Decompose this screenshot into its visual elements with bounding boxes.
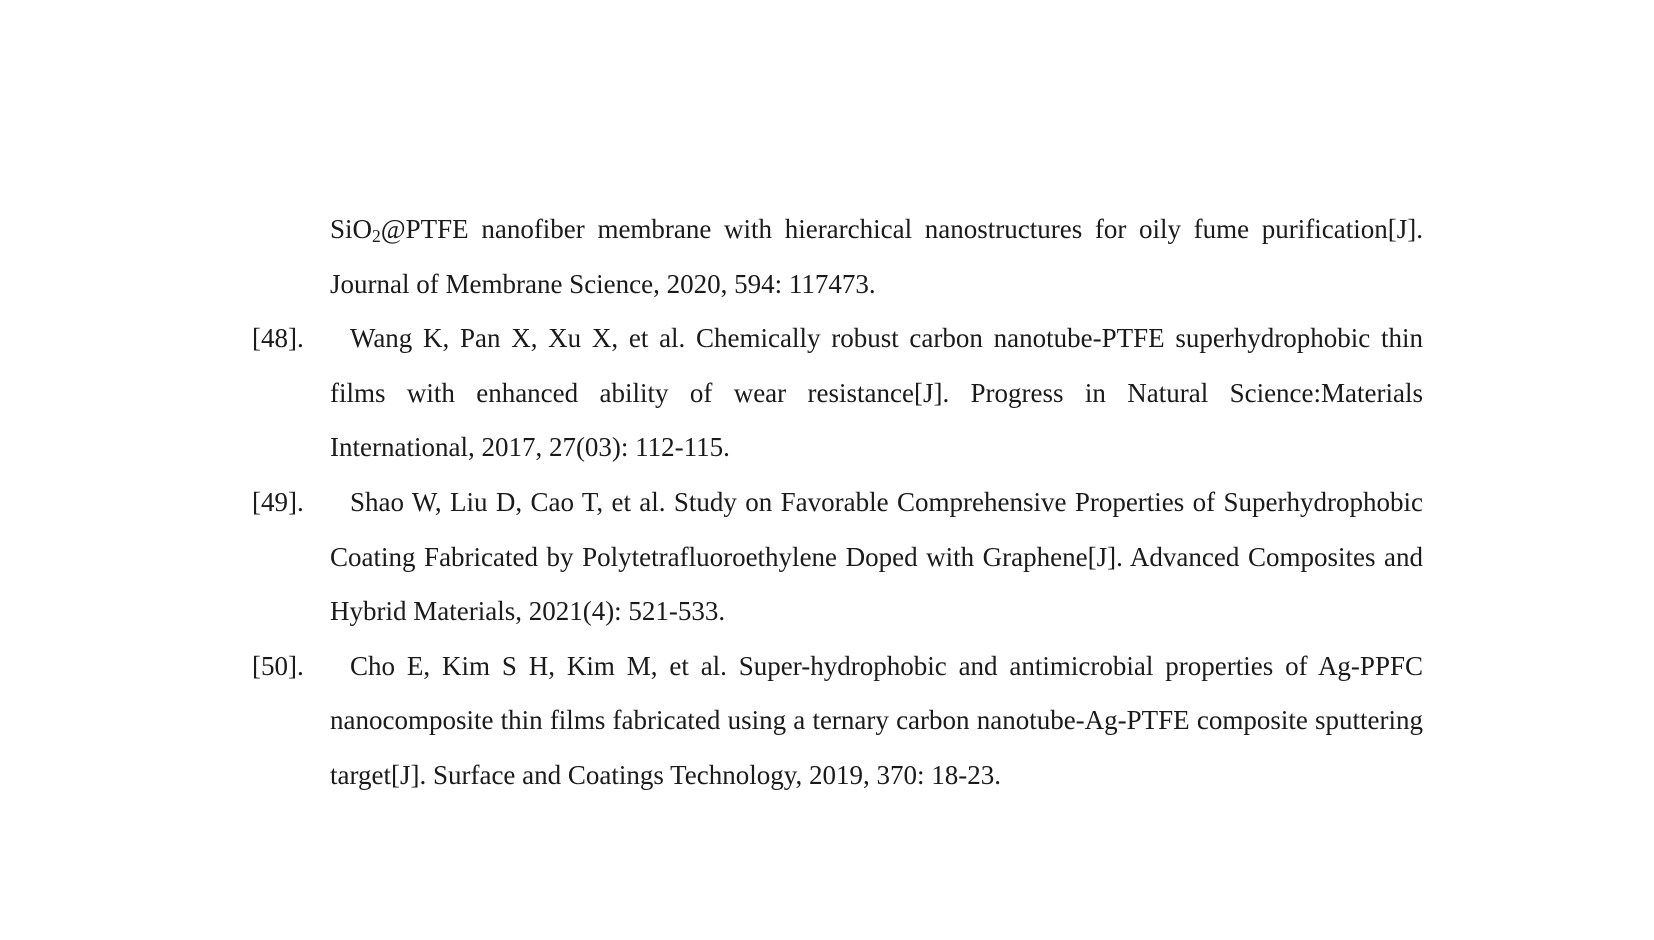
reference-item xyxy=(252,639,1423,803)
reference-text: Shao W, Liu D, Cao T, et al. Study on Favorable Comprehensive Properties of Superhydrophobic Coating Fabricated by Polytetrafluoroethylene Doped with Graphene[J]. Advanced Composites and Hybrid Materials, 2021(4): 521-533. xyxy=(330,486,1423,627)
subscript: 2 xyxy=(372,225,381,246)
reference-continuation xyxy=(252,202,1423,311)
reference-item xyxy=(252,475,1423,639)
reference-text-part: SiO xyxy=(330,214,373,244)
reference-number: [50]. xyxy=(252,650,304,681)
reference-text-part: @PTFE nanofiber membrane with hierarchical nanostructures for oily fume purification[J]. Journal of Membrane Science, 2020, 594: 117473. xyxy=(330,214,1423,299)
reference-number: [48]. xyxy=(252,323,304,354)
reference-text: Cho E, Kim S H, Kim M, et al. Super-hydrophobic and antimicrobial properties of Ag-PPFC nanocomposite thin films fabricated using a ternary carbon nanotube-Ag-PTFE composite sputtering target[J]. Surface and Coatings Technology, 2019, 370: 18-23. xyxy=(330,650,1423,790)
reference-item xyxy=(252,311,1423,475)
reference-list xyxy=(252,202,1423,803)
reference-number: [49]. xyxy=(252,486,304,517)
reference-text xyxy=(330,202,1423,311)
reference-text: Wang K, Pan X, Xu X, et al. Chemically robust carbon nanotube-PTFE superhydrophobic thin films with enhanced ability of wear resistance[J]. Progress in Natural Science:Materials International, 2017, 27(03): 112-115. xyxy=(330,323,1423,463)
